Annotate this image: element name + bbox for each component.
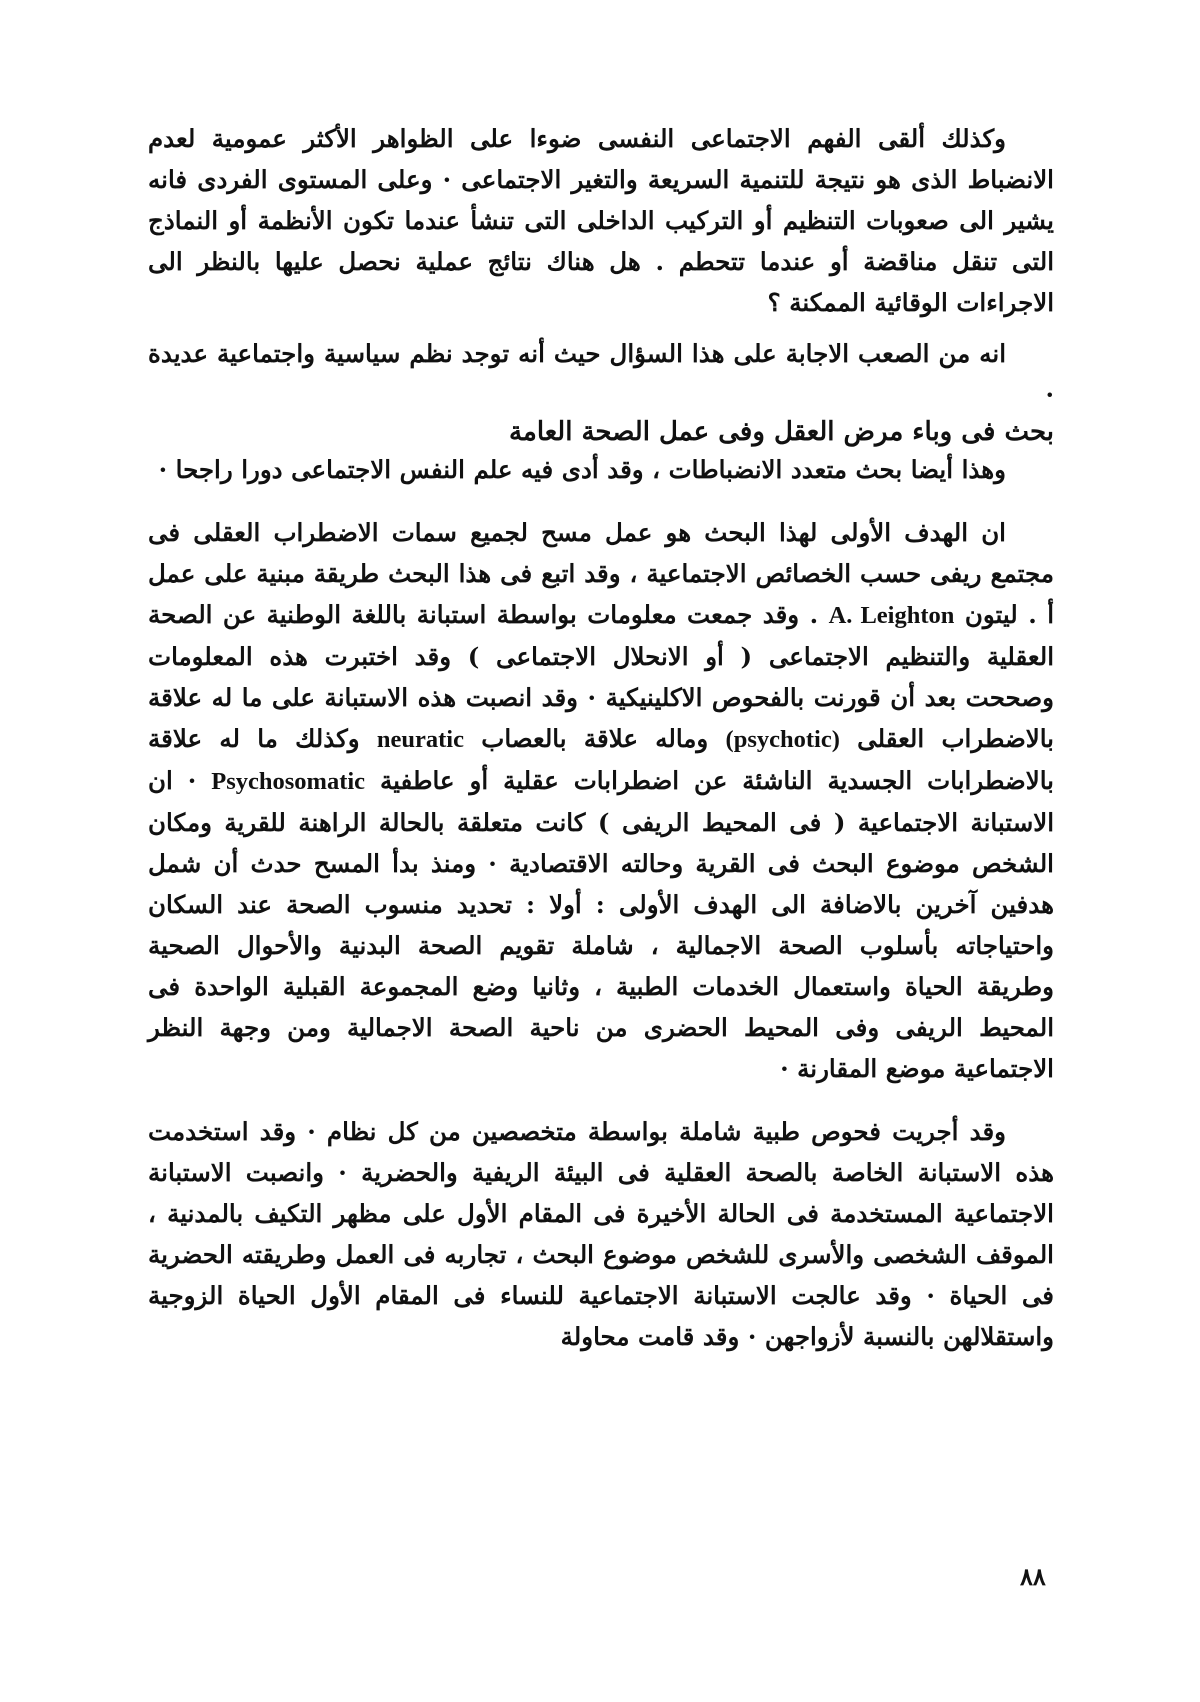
paragraph-4 [148, 512, 1054, 1089]
paragraph-4-part-a: ان الهدف الأولى لهذا البحث هو عمل مسح لجميع سمات الاضطراب العقلى فى مجتمع ريفى حسب الخصائص الاجتماعية ، وقد اتبع فى هذا البحث طريقة مبنية على عمل أ . ليتون [148, 518, 1055, 629]
latin-term-psychotic: (psychotic) [725, 726, 840, 753]
paragraph-2: انه من الصعب الاجابة على هذا السؤال حيث أنه توجد نظم سياسية واجتماعية عديدة · [148, 339, 1054, 409]
paragraph-4-part-b: . وقد جمعت معلومات بواسطة استبانة باللغة الوطنية عن الصحة العقلية والتنظيم الاجتماعى ( أو الانحلال الاجتماعى ) وقد اختبرت هذه المعلومات وصححت بعد أن قورنت بالفحوص الاكلينيكية · وقد انصبت هذه الاستبانة على ما له علاقة بالاضطراب العقلى [148, 600, 1054, 753]
latin-term-psychosomatic: Psychosomatic [211, 768, 366, 795]
body-text [148, 118, 1054, 1357]
paragraph-4-part-e: · ان الاستبانة الاجتماعية ( فى المحيط الريفى ) كانت متعلقة بالحالة الراهنة للقرية ومكان الشخص موضوع البحث فى القرية وحالته الاقتصادية · ومنذ بدأ المسح حدث أن شمل هدفين آخرين بالاضافة الى الهدف الأولى : أولا : تحديد منسوب الصحة عند السكان واحتياجاته بأسلوب الصحة الاجمالية ، شاملة تقويم الصحة البدنية والأحوال الصحية وطريقة الحياة واستعمال الخدمات الطبية ، وثانيا وضع المجموعة القبلية الواحدة فى المحيط الريفى وفى المحيط الحضرى من ناحية الصحة الاجمالية ومن وجهة النظر الاجتماعية موضع المقارنة · [148, 766, 1054, 1083]
latin-term-neuratic: neuratic [376, 726, 464, 753]
paragraph-3: وهذا أيضا بحث متعدد الانضباطات ، وقد أدى فيه علم النفس الاجتماعى دورا راجحا · [158, 455, 1006, 484]
section-heading: بحث فى وباء مرض العقل وفى عمل الصحة العامة [508, 417, 1054, 447]
paragraph-5: وقد أجريت فحوص طبية شاملة بواسطة متخصصين من كل نظام · وقد استخدمت هذه الاستبانة الخاصة بالصحة العقلية فى البيئة الريفية والحضرية · وانصبت الاستبانة الاجتماعية المستخدمة فى الحالة الأخيرة فى المقام الأول على مظهر التكيف بالمدنية ، الموقف الشخصى والأسرى للشخص موضوع البحث ، تجاربه فى العمل وطريقته الحضرية فى الحياة · وقد عالجت الاستبانة الاجتماعية للنساء فى المقام الأول الحياة الزوجية واستقلالهن بالنسبة لأزواجهن · وقد قامت محاولة [148, 1117, 1054, 1351]
page-number: ٨٨ [1020, 1562, 1046, 1591]
paragraph-1: وكذلك ألقى الفهم الاجتماعى النفسى ضوءا على الظواهر الأكثر عمومية لعدم الانضباط الذى هو نتيجة للتنمية السريعة والتغير الاجتماعى · وعلى المستوى الفردى فانه يشير الى صعوبات التنظيم أو التركيب الداخلى التى تنشأ عندما تكون الأنظمة أو النماذج التى تنقل مناقضة أو عندما تتحطم . هل هناك نتائج عملية نحصل عليها بالنظر الى الاجراءات الوقائية الممكنة ؟ [148, 124, 1054, 317]
paragraph-4-part-c: وماله علاقة بالعصاب [481, 724, 709, 753]
paragraph-4-part-d: وكذلك ما له علاقة بالاضطرابات الجسدية الناشئة عن اضطرابات عقلية أو عاطفية [148, 724, 1054, 795]
latin-term-leighton: A. Leighton [828, 602, 955, 629]
